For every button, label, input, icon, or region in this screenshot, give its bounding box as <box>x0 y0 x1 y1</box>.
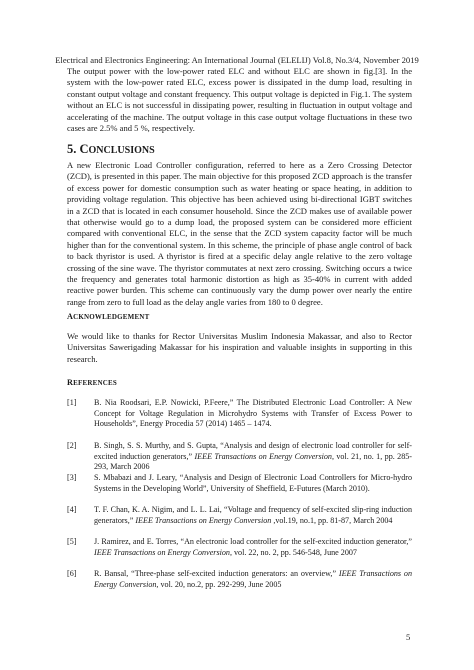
running-head: Electrical and Electronics Engineering: An International Journal (ELELIJ) Vol.8, No.3/4, November 2019 <box>55 55 419 65</box>
reference-citation: B. Singh, S. S. Murthy, and S. Gupta, “Analysis and design of electronic load controller for self-excited induction generators,” <box>94 441 412 461</box>
references-title-initial: R <box>67 378 74 387</box>
acknowledgement-title-initial: A <box>67 312 74 321</box>
conclusions-paragraph: A new Electronic Load Controller configuration, referred to here as a Zero Crossing Detector (ZCD), is presented in this paper. The main objective for this proposed ZCD approach is the transfer of excess power for domestic consumption such as water heating or space heating, in addition to providing voltage regulation. This objective has been achieved using bi-directional IGBT switches in a ZCD that is located in each consumer household. Since the ZCD makes use of available power that otherwise would go to a dump load, the proposed system can be considered more efficient compared with conventional ELC, in the sense that the ZCD system capacity factor will be much higher than for the conventional system. In this scheme, the principle of phase angle control of back to back thyristor is used. A thyristor is fired at a specific delay angle relative to the zero voltage crossing of the sine wave. The thyristor commutates at next zero crossing. Switching occurs a twice the frequency and generates total harmonic distortion as high as 35-40% in current with added reactive power burden. This scheme can continuously vary the dump power over nearly the entire range from zero to full load as the delay angle varies from 180 to 0 degree. <box>67 160 412 307</box>
reference-citation: J. Ramirez, and E. Torres, “An electronic load controller for the self-excited induction generator,” <box>94 537 412 546</box>
reference-journal: IEEE Transactions on Energy Conversion <box>194 451 332 461</box>
reference-citation: R. Bansal, “Three-phase self-excited induction generators: an overview,” <box>94 569 339 578</box>
reference-text <box>94 398 412 430</box>
reference-number: [6] <box>67 569 77 578</box>
acknowledgement-title-rest: CKNOWLEDGEMENT <box>73 313 150 321</box>
reference-number: [3] <box>67 473 77 482</box>
intro-section <box>67 66 412 134</box>
references-heading <box>67 378 117 387</box>
reference-details: , vol. 20, no.2, pp. 292-299, June 2005 <box>156 579 282 589</box>
reference-details: , vol. 22, no. 2, pp. 546-548, June 2007 <box>229 547 357 557</box>
section-number: 5. <box>67 142 77 156</box>
reference-number: [2] <box>67 441 77 450</box>
reference-citation: S. Mbabazi and J. Leary, “Analysis and Design of Electronic Load Controllers for Micro-hydro Systems in the Developing World”, University of Sheffield, E-Futures (March 2010). <box>94 473 412 493</box>
reference-text <box>94 505 412 526</box>
reference-journal: IEEE Transactions on Energy Conversion <box>94 569 412 589</box>
reference-journal: IEEE Transactions on Energy Conversion <box>135 515 272 525</box>
section-title-initial: C <box>79 142 89 156</box>
reference-text <box>94 537 412 558</box>
references-title-rest: EFERENCES <box>73 379 117 387</box>
reference-citation: T. F. Chan, K. A. Nigim, and L. L. Lai, “Voltage and frequency of self-excited slip-ring induction generators,” <box>94 505 412 525</box>
reference-number: [1] <box>67 398 77 407</box>
reference-citation: B. Nia Roodsari, E.P. Nowicki, P.Feere,” The Distributed Electronic Load Controller: A New Concept for Voltage Regulation in Microhydro Systems with Transfer of Excess Power to Households”, Energy Procedia 57 (2014) 1465 – 1474. <box>94 398 412 428</box>
reference-number: [4] <box>67 505 77 514</box>
acknowledgement-section <box>67 331 412 365</box>
reference-text <box>94 473 412 494</box>
section-title-rest: ONCLUSIONS <box>88 145 155 156</box>
acknowledgement-heading <box>67 312 149 321</box>
section-heading-conclusions <box>67 142 155 157</box>
intro-paragraph: The output power with the low-power rated ELC and without ELC are shown in fig.[3]. In the system with the low-power rated ELC, excess power is dissipated in the dump load, resulting in constant output voltage and constant frequency. This output voltage is depicted in Fig.1. The system without an ELC is not successful in dissipating power, resulting in fluctuation in output voltage and accelerating of the machine. The output voltage in this case output voltage fluctuations in these two cases are 2.5% and 5 %, respectively. <box>67 66 412 134</box>
page-number: 5 <box>406 632 411 642</box>
reference-text <box>94 441 412 473</box>
reference-details: ,vol.19, no.1, pp. 81-87, March 2004 <box>271 515 393 525</box>
acknowledgement-paragraph: We would like to thanks for Rector Universitas Muslim Indonesia Makassar, and also to Rector Universitas Sawerigading Makassar for his inspiration and valuable insights in supporting in this research. <box>67 331 412 364</box>
section-title <box>80 142 155 156</box>
reference-number: [5] <box>67 537 77 546</box>
reference-details: , vol. 21, no. 1, pp. 285-293, March 2006 <box>94 451 412 471</box>
reference-text <box>94 569 412 590</box>
reference-journal: IEEE Transactions on Energy Conversion <box>94 547 230 557</box>
conclusions-section <box>67 160 412 308</box>
